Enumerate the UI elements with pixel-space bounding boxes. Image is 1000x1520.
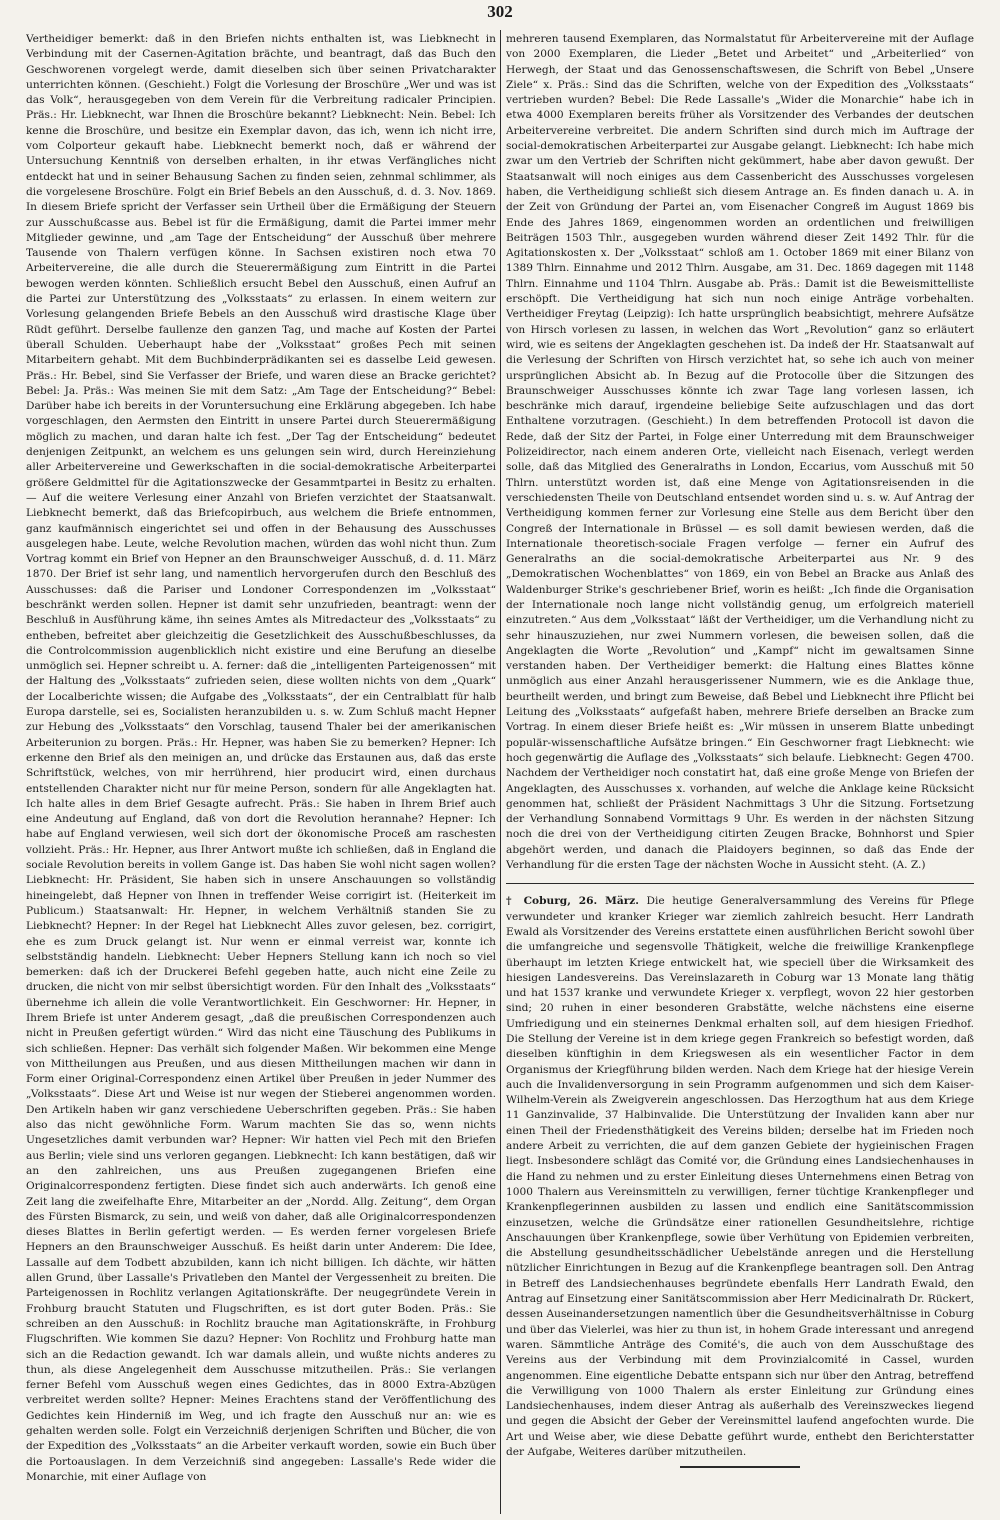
coburg-dateline: † Coburg, 26. März. (506, 895, 639, 908)
trial-report-continuation: mehreren tausend Exemplaren, das Normalstatut für Arbeitervereine mit der Auflage von 2000 Exemplaren, die Lieder „Betet und Arbeitet“ und „Arbeiterlied“ von Herwegh, der Staat und das Genossenschaftswesen, die Schrift von Bebel „Unsere Ziele“ x. Präs.: Sind das die Schriften, welche von der Expedition des „Volksstaats“ vertrieben wurden? Bebel: Die Rede Lassalle's „Wider die Monarchie“ habe ich in etwa 4000 Exemplaren bereits früher als Vorsitzender des Verbandes der deutschen Arbeitervereine verbreitet. Die andern Schriften sind durch mich im Auftrage der social-demokratischen Arbeiterpartei zur Ausgabe gelangt. Liebknecht: Ich habe mich zwar um den Vertrieb der Schriften nicht gekümmert, habe aber davon gewußt. Der Staatsanwalt will noch einiges aus dem Cassenbericht des Ausschusses vorgelesen haben, die Vertheidigung schließt sich diesem Antrage an. Es finden danach u. A. in der Zeit von Gründung der Partei an, vom Eisenacher Congreß im August 1869 bis Ende des Jahres 1869, eingenommen worden an ordentlichen und freiwilligen Beiträgen 1503 Thlr., ausgegeben wurden während dieser Zeit 1492 Thlr. für die Agitationskosten x. Der „Volksstaat“ schloß am 1. October 1869 mit einer Bilanz von 1389 Thlrn. Einnahme und 2012 Thlrn. Ausgabe, am 31. Dec. 1869 dagegen mit 1148 Thlrn. Einnahme und 1104 Thlrn. Ausgabe ab. Präs.: Damit ist die Beweismittelliste erschöpft. Die Vertheidigung hat sich nun noch einige Anträge vorbehalten. Vertheidiger Freytag (Leipzig): Ich hatte ursprünglich beabsichtigt, mehrere Aufsätze von Hirsch vorlesen zu lassen, in welchen das Wort „Revolution“ ganz so erläutert wird, wie es seitens der Angeklagten geschehen ist. Da indeß der Hr. Staatsanwalt auf die Verlesung der Schriften von Hirsch verzichtet hat, so sehe ich auch von meiner ursprünglichen Absicht ab. In Bezug auf die Protocolle über die Sitzungen des Braunschweiger Ausschusses könnte ich zwar Tage lang vorlesen lassen, ich beschränke mich darauf, irgendeine beliebige Seite aufzuschlagen und das dort Enthaltene vorzutragen. (Geschieht.) In dem betreffenden Protocoll ist davon die Rede, daß der Sitz der Partei, in Folge einer Unterredung mit dem Braunschweiger Polizeidirector, nach einem anderen Orte, vielleicht nach Eisenach, verlegt werden solle, daß das Mitglied des Generalraths in London, Eccarius, vom Ausschuß mit 50 Thlrn. unterstützt worden ist, daß eine Menge von Agitationsreisenden in die verschiedensten Theile von Deutschland entsendet worden sind u. s. w. Auf Antrag der Vertheidigung kommen ferner zur Vorlesung eine Stelle aus dem Bericht über den Congreß der Internationale in Brüssel — es soll damit bewiesen werden, daß die Internationale theoretisch-sociale Fragen verfolge — ferner ein Aufruf des Generalraths an die social-demokratische Arbeiterpartei aus Nr. 9 des „Demokratischen Wochenblattes“ von 1869, ein von Bebel an Bracke aus Anlaß des Waldenburger Strike's geschriebener Brief, worin es heißt: „Ich finde die Organisation der Internationale noch lange nicht vollständig genug, um erfolgreich materiell einzutreten.“ Aus dem „Volksstaat“ läßt der Vertheidiger, um die Verhandlung nicht zu sehr hinauszuziehen, nur zwei Nummern vorlesen, die beweisen sollen, daß die Angeklagten die Worte „Revolution“ und „Kampf“ nicht im gewaltsamen Sinne verstanden haben. Der Vertheidiger bemerkt: die Haltung eines Blattes könne unmöglich aus einer Anzahl herausgerissener Nummern, wie es die Anklage thue, beurtheilt werden, und bringt zum Beweise, daß Bebel und Liebknecht ihre Pflicht bei Leitung des „Volksstaats“ aufgefaßt haben, mehrere Briefe derselben an Bracke zum Vortrag. In einem dieser Briefe heißt es: „Wir müssen in unserem Blatte unbedingt populär-wissenschaftliche Aufsätze bringen.“ Ein Geschworner fragt Liebknecht: wie hoch gegenwärtig die Auflage des „Volksstaats“ sich belaufe. Liebknecht: Gegen 4700. Nachdem der Vertheidiger noch constatirt hat, daß eine große Menge von Briefen der Angeklagten, des Ausschusses x. vorhanden, auf welche die Anklage keine Rücksicht genommen hat, schließt der Präsident Nachmittags 3 Uhr die Sitzung. Fortsetzung der Verhandlung Sonnabend Vormittags 9 Uhr. Es werden in der nächsten Sitzung noch die drei von der Vertheidigung citirten Zeugen Bracke, Bohnhorst und Spier abgehört werden, und danach die Plaidoyers beginnen, so daß das Ende der Verhandlung für die ersten Tage der nächsten Woche in Aussicht steht. (A. Z.) (506, 33, 974, 872)
right-column (506, 32, 974, 1512)
end-rule (680, 1466, 800, 1468)
trial-report-paragraph: Vertheidiger bemerkt: daß in den Briefen nichts enthalten ist, was Liebknecht in Verbindung mit der Casernen-Agitation brächte, und beantragt, daß das Buch den Geschworenen vorgelegt werde, damit dieselben sich über seinen Privatcharakter unterrichten können. (Geschieht.) Folgt die Vorlesung der Broschüre „Wer und was ist das Volk“, herausgegeben von dem Verein für die Verbreitung radicaler Principien. Präs.: Hr. Liebknecht, war Ihnen die Broschüre bekannt? Liebknecht: Nein. Bebel: Ich kenne die Broschüre, und besitze ein Exemplar davon, das ich, wenn ich nicht irre, vom Colporteur gekauft habe. Liebknecht bemerkt noch, daß er während der Untersuchung Kenntniß von derselben erhalten, in ihr etwas Verfängliches nicht entdeckt hat und in seiner Behausung Sachen zu finden seien, zehnmal schlimmer, als die vorgelesene Broschüre. Folgt ein Brief Bebels an den Ausschuß, d. d. 3. Nov. 1869. In diesem Briefe spricht der Verfasser sein Urtheil über die Ermäßigung der Steuern zur Ausschußcasse aus. Bebel ist für die Ermäßigung, damit die Partei immer mehr Mitglieder gewinne, und „am Tage der Entscheidung“ der Ausschuß über mehrere Tausende von Thalern verfügen könne. In Sachsen existiren noch etwa 70 Arbeitervereine, die alle durch die Steuerermäßigung zum Eintritt in die Partei bewogen werden könnten. Schließlich ersucht Bebel den Ausschuß, einen Aufruf an die Partei zur Unterstützung des „Volksstaats“ zu erlassen. In einem weitern zur Vorlesung gelangenden Briefe Bebels an den Ausschuß wird drastische Klage über Rüdt geführt. Derselbe faullenze den ganzen Tag, und mache auf Kosten der Partei überall Schulden. Ueberhaupt habe der „Volksstaat“ großes Pech mit seinen Mitarbeitern gehabt. Mit dem Buchbinderprädikanten sei es dasselbe Leid gewesen. Präs.: Hr. Bebel, sind Sie Verfasser der Briefe, und waren diese an Bracke gerichtet? Bebel: Ja. Präs.: Was meinen Sie mit dem Satz: „Am Tage der Entscheidung?“ Bebel: Darüber habe ich bereits in der Voruntersuchung eine Erklärung abgegeben. Ich habe vorgeschlagen, den Aermsten den Eintritt in unsere Partei durch Steuerermäßigung möglich zu machen, und daran halte ich fest. „Der Tag der Entscheidung“ bedeutet denjenigen Zeitpunkt, an welchem es uns gelungen sein wird, durch Hereinziehung aller Arbeitervereine und Gewerkschaften in die social-demokratische Arbeiterpartei größere Geldmittel für die Agitationszwecke der Gesammtpartei in Besitz zu erhalten. — Auf die weitere Verlesung einer Anzahl von Briefen verzichtet der Staatsanwalt. Liebknecht bemerkt, daß das Briefcopirbuch, aus welchem die Briefe entnommen, ganz kaufmännisch eingerichtet sei und offen in der Behausung des Ausschusses ausgelegen habe. Leute, welche Revolution machen, würden das wohl nicht thun. Zum Vortrag kommt ein Brief von Hepner an den Braunschweiger Ausschuß, d. d. 11. März 1870. Der Brief ist sehr lang, und namentlich hervorgerufen durch den Beschluß des Ausschusses: daß die Pariser und Londoner Correspondenzen im „Volksstaat“ beschränkt werden sollen. Hepner ist damit sehr unzufrieden, beantragt: wenn der Beschluß in Ausführung käme, ihn seines Amtes als Mitredacteur des „Volksstaats“ zu entheben, befreitet aber gleichzeitig die Gesetzlichkeit des Ausschußbeschlusses, da die Controlcommission augenblicklich nicht existire und eine Berufung an dieselbe unmöglich sei. Hepner schreibt u. A. ferner: daß die „intelligenten Parteigenossen“ mit der Haltung des „Volksstaats“ zufrieden seien, diese wollten nichts von dem „Quark“ der Localberichte wissen; die Aufgabe des „Volksstaats“, der ein Centralblatt für halb Europa darstelle, sei es, Socialisten heranzubilden u. s. w. Zum Schluß macht Hepner zur Hebung des „Volksstaats“ den Vorschlag, tausend Thaler bei der amerikanischen Arbeiterunion zu borgen. Präs.: Hr. Hepner, was haben Sie zu bemerken? Hepner: Ich erkenne den Brief als den meinigen an, und drücke das Erstaunen aus, daß das erste Schriftstück, welches, von mir herrührend, hier producirt wird, einen durchaus entstellenden Charakter nicht nur für meine Person, sondern für alle Angeklagten hat. Ich halte alles in dem Brief Gesagte aufrecht. Präs.: Sie haben in Ihrem Brief auch eine Andeutung auf England, daß von dort die Revolution herannahe? Hepner: Ich habe auf England verwiesen, weil sich dort der ökonomische Proceß am raschesten vollzieht. Präs.: Hr. Hepner, aus Ihrer Antwort mußte ich schließen, daß in England die sociale Revolution bereits in vollem Gange ist. Das haben Sie wohl nicht sagen wollen? Liebknecht: Hr. Präsident, Sie haben sich in unsere Anschauungen so vollständig hineingelebt, daß Hepner von Ihnen in treffender Weise corrigirt ist. (Heiterkeit im Publicum.) Staatsanwalt: Hr. Hepner, in welchem Verhältniß standen Sie zu Liebknecht? Hepner: In der Regel hat Liebknecht Alles zuvor gelesen, bez. corrigirt, ehe es zum Druck gelangt ist. Nur wenn er einmal verreist war, konnte ich selbstständig handeln. Liebknecht: Ueber Hepners Stellung kann ich noch so viel bemerken: daß ich der Druckerei Befehl gegeben hatte, auch nicht eine Zeile zu drucken, die nicht von mir selbst übersichtigt worden. Für den Inhalt des „Volksstaats“ übernehme ich allein die volle Verantwortlichkeit. Ein Geschworner: Hr. Hepner, in Ihrem Briefe ist unter Anderem gesagt, „daß die preußischen Correspondenzen auch nicht in Preußen gefertigt würden.“ Wird das nicht eine Täuschung des Publikums in sich schließen. Hepner: Das verhält sich folgender Maßen. Wir bekommen eine Menge von Mittheilungen aus Preußen, und aus diesen Mittheilungen machen wir dann in Form einer Original-Correspondenz einen Artikel über Preußen in jeder Nummer des „Volksstaats“. Diese Art und Weise ist nur wegen der Stieberei angenommen worden. Den Artikeln haben wir ganz verschiedene Ueberschriften gegeben. Präs.: Sie haben also das nicht gewöhnliche Form. Warum machten Sie das so, wenn nichts Ungesetzliches damit verbunden war? Hepner: Wir hatten viel Pech mit den Briefen aus Berlin; viele sind uns verloren gegangen. Liebknecht: Ich kann bestätigen, daß wir an den zahlreichen, uns aus Preußen zugegangenen Briefen eine Originalcorrespondenz fertigten. Diese findet sich auch anderwärts. Ich genoß eine Zeit lang die zweifelhafte Ehre, Mitarbeiter an der „Nordd. Allg. Zeitung“, dem Organ des Fürsten Bismarck, zu sein, und weiß von daher, daß alle Originalcorrespondenzen dieses Blattes in Berlin gefertigt werden. — Es werden ferner vorgelesen Briefe Hepners an den Braunschweiger Ausschuß. Es heißt darin unter Anderem: Die Idee, Lassalle auf dem Todbett abzubilden, kann ich nicht billigen. Ich dächte, wir hätten allen Grund, über Lassalle's Privatleben den Mantel der Vergessenheit zu breiten. Die Parteigenossen in Rochlitz verlangen Agitationskräfte. Der neugegründete Verein in Frohburg braucht Statuten und Flugschriften, es ist dort guter Boden. Präs.: Sie schreiben an den Ausschuß: in Rochlitz brauche man Agitationskräfte, in Frohburg Flugschriften. Wie kommen Sie dazu? Hepner: Von Rochlitz und Frohburg hatte man sich an die Redaction gewandt. Ich war damals allein, und wußte nichts anderes zu thun, als diese Angelegenheit dem Ausschusse mitzutheilen. Präs.: Sie verlangen ferner Befehl vom Ausschuß wegen eines Gedichtes, das in 8000 Extra-Abzügen verbreitet werden sollte? Hepner: Meines Erachtens stand der Veröffentlichung des Gedichtes kein Hinderniß im Weg, und ich fragte den Ausschuß nur an: wie es gehalten werden solle. Folgt ein Verzeichniß derjenigen Schriften und Bücher, die von der Expedition des „Volksstaats“ an die Arbeiter verkauft worden, sowie ein Buch über die Portoauslagen. In dem Verzeichniß sind angegeben: Lassalle's Rede wider die Monarchie, mit einer Auflage von (26, 33, 496, 1483)
column-divider (500, 30, 501, 1514)
coburg-article (506, 894, 974, 1460)
page-number: 302 (487, 2, 513, 21)
coburg-article-text: Die heutige Generalversammlung des Vereins für Pflege verwundeter und kranker Krieger war ziemlich zahlreich besucht. Herr Landrath Ewald als Vorsitzender des Vereins erstattete einen ausführlichen Bericht sowohl über die umfangreiche und segensvolle Thätigkeit, welche die freiwillige Krankenpflege überhaupt im letzten Kriege entwickelt hat, wie speciell über die Wirksamkeit des hiesigen Landesvereins. Das Vereinslazareth in Coburg war 13 Monate lang thätig und hat 1537 kranke und verwundete Krieger x. verpflegt, wovon 22 hier gestorben sind; 20 ruhen in einer besonderen Grabstätte, welche nächstens eine eiserne Umfriedigung und ein steinernes Denkmal erhalten soll, auf dem hiesigen Friedhof. Die Stellung der Vereine ist in dem kriege gegen Frankreich so befestigt worden, daß dieselben künftighin in dem Kriegswesen als ein wesentlicher Factor in dem Organismus der Kriegführung bilden werden. Nach dem Kriege hat der hiesige Verein auch die Invalidenversorgung in sein Programm aufgenommen und sich dem Kaiser-Wilhelm-Verein als Zweigverein angeschlossen. Das Herzogthum hat aus dem Kriege 11 Ganzinvalide, 37 Halbinvalide. Die Unterstützung der Invaliden kann aber nur einen Theil der Friedensthätigkeit des Vereins bilden; derselbe hat im Frieden noch andere Arbeit zu verrichten, die auf dem ganzen Gebiete der hygieinischen Fragen liegt. Insbesondere schlägt das Comité vor, die Gründung eines Landsiechenhauses in die Hand zu nehmen und zu erster Einleitung dieses Unternehmens einen Betrag von 1000 Thalern aus Vereinsmitteln zu verwilligen, ferner tüchtige Krankenpfleger und Krankenpflegerinnen ausbilden zu lassen und endlich eine Sanitätscommission einzusetzen, welche die Gründsätze einer rationellen Gesundheitslehre, richtige Anschauungen über Krankenpflege, sowie über Verhütung von Epidemien verbreiten, die Abstellung gesundheitsschädlicher Uebelstände anregen und die Herstellung nützlicher Einrichtungen in Bezug auf die Krankenpflege beantragen soll. Den Antrag in Betreff des Landsiechenhauses begründete ebenfalls Herr Landrath Ewald, den Antrag auf Einsetzung einer Sanitätscommission aber Herr Medicinalrath Dr. Rückert, dessen Auseinandersetzungen namentlich über die Gesundheitsverhältnisse in Coburg und über das Vielerlei, was hier zu thun ist, in hohem Grade interessant und anregend waren. Sämmtliche Anträge des Comité's, die auch von dem Ausschußtage des Vereins aus der Verbindung mit dem Provinzialcomité in Cassel, wurden angenommen. Eine eigentliche Debatte entspann sich nur über den Antrag, betreffend die Verwilligung von 1000 Thalern als erster Einleitung zur Gründung eines Landsiechenhauses, indem dieser Antrag als außerhalb des Vereinszweckes liegend und gegen die Absicht der Geber der Vereinsmittel laufend angefochten wurde. Die Art und Weise aber, wie diese Debatte geführt wurde, enthebt den Berichterstatter der Aufgabe, Weiteres darüber mitzutheilen. (506, 895, 974, 1459)
left-column (26, 32, 496, 1512)
section-divider (506, 883, 974, 884)
